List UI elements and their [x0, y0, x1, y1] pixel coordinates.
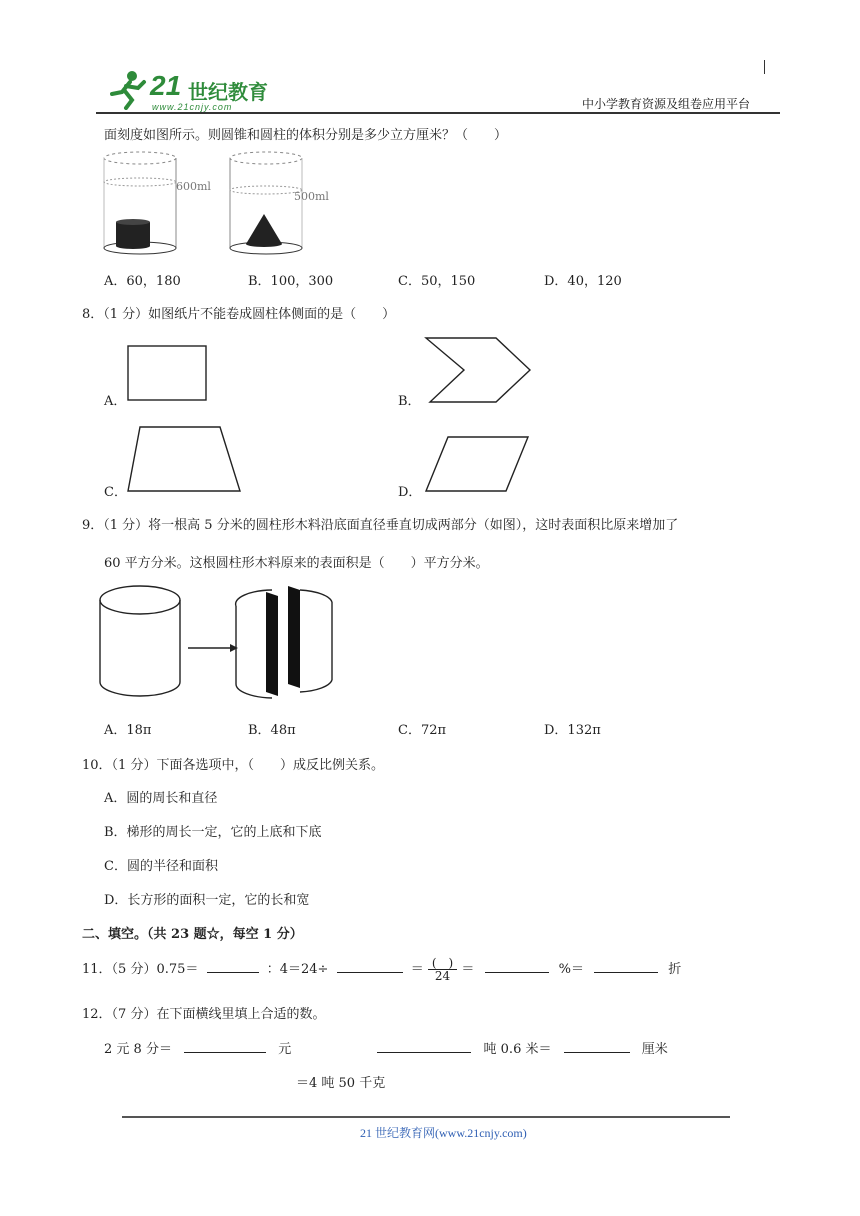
q9-option-b[interactable]: B．48π — [248, 723, 296, 738]
q7-label-left: 600ml — [176, 180, 211, 193]
q12-a-prefix: 2 元 8 分＝ — [104, 1042, 172, 1057]
q12-b-unit: 吨 0.6 米＝ — [483, 1042, 552, 1057]
q8-option-b[interactable]: B． — [398, 394, 421, 409]
q11-blank-2[interactable] — [337, 958, 403, 973]
q11-blank-1[interactable] — [207, 958, 259, 973]
q12-line2: ＝4 吨 50 千克 — [296, 1076, 386, 1091]
platform-title: 中小学教育资源及组卷应用平台 — [582, 97, 751, 111]
q9-cylinder-cut-figure — [96, 580, 340, 704]
header-divider — [96, 112, 780, 114]
q12-blank-3[interactable] — [564, 1038, 630, 1053]
q7-option-a[interactable]: A．60，180 — [104, 274, 181, 289]
q12-c-unit: 厘米 — [641, 1042, 668, 1057]
q12-stem: 12．（7 分）在下面横线里填上合适的数。 — [82, 1007, 326, 1022]
logo-number: 21 — [150, 70, 182, 101]
q7-option-d[interactable]: D．40，120 — [544, 274, 622, 289]
footer-link[interactable]: 21 世纪教育网(www.21cnjy.com) — [360, 1126, 527, 1140]
q11-part-5: %＝ — [558, 962, 585, 977]
header-mark — [764, 60, 765, 74]
q8-stem: 8．（1 分）如图纸片不能卷成圆柱体侧面的是（ ） — [82, 307, 396, 322]
q11-part-3: ＝ — [410, 962, 424, 977]
q11-line — [82, 957, 681, 982]
q9-stem-line2: 60 平方分米。这根圆柱形木料原来的表面积是（ ）平方分米。 — [104, 556, 489, 571]
q11-blank-4[interactable] — [594, 958, 658, 973]
logo-text: 世纪教育 — [188, 80, 268, 104]
q7-cone-figure — [226, 148, 326, 260]
q11-part-6: 折 — [668, 962, 682, 977]
q10-option-a[interactable]: A．圆的周长和直径 — [104, 791, 218, 806]
footer-divider — [122, 1116, 730, 1118]
q8-rectangle-shape — [126, 344, 210, 404]
q7-stem: 面刻度如图所示。则圆锥和圆柱的体积分别是多少立方厘米？（ ） — [104, 128, 508, 143]
q9-stem-line1: 9．（1 分）将一根高 5 分米的圆柱形木料沿底面直径垂直切成两部分（如图），这时表面积比原来增加了 — [82, 518, 679, 533]
q8-option-d[interactable]: D． — [398, 485, 422, 500]
q7-cylinder-figure — [100, 148, 200, 260]
q12-a-unit: 元 — [278, 1042, 292, 1057]
section-title: 二、填空。（共 23 题☆，每空 1 分） — [82, 927, 303, 942]
q8-parallelogram-shape — [424, 435, 532, 495]
q11-part-4: ＝ — [461, 962, 475, 977]
q7-option-c[interactable]: C．50，150 — [398, 274, 476, 289]
q12-blank-1[interactable] — [184, 1038, 266, 1053]
q11-fraction-numerator[interactable]: ( ) — [428, 957, 457, 970]
q10-option-d[interactable]: D．长方形的面积一定，它的长和宽 — [104, 893, 310, 908]
q8-chevron-shape — [424, 336, 536, 406]
q12-blank-2[interactable] — [377, 1038, 471, 1053]
q11-blank-3[interactable] — [485, 958, 549, 973]
q10-stem: 10．（1 分）下面各选项中，（ ）成反比例关系。 — [82, 758, 384, 773]
logo-url: www.21cnjy.com — [152, 102, 233, 112]
q9-option-c[interactable]: C．72π — [398, 723, 447, 738]
q8-trapezoid-shape — [126, 425, 244, 495]
q12-line1 — [104, 1038, 668, 1057]
q7-label-right: 500ml — [294, 190, 329, 203]
q9-option-a[interactable]: A．18π — [104, 723, 152, 738]
q8-option-a[interactable]: A． — [104, 394, 127, 409]
q8-option-c[interactable]: C． — [104, 485, 127, 500]
q11-prefix: 11．（5 分）0.75＝ — [82, 962, 199, 977]
q11-fraction — [428, 957, 457, 982]
q11-part-2: ：4＝24÷ — [266, 962, 329, 977]
header-logo — [104, 68, 279, 114]
q7-option-b[interactable]: B．100，300 — [248, 274, 334, 289]
q9-option-d[interactable]: D．132π — [544, 723, 601, 738]
q10-option-c[interactable]: C．圆的半径和面积 — [104, 859, 218, 874]
q11-fraction-denominator: 24 — [434, 969, 451, 983]
q10-option-b[interactable]: B．梯形的周长一定，它的上底和下底 — [104, 825, 322, 840]
runner-logo-icon — [104, 70, 148, 110]
